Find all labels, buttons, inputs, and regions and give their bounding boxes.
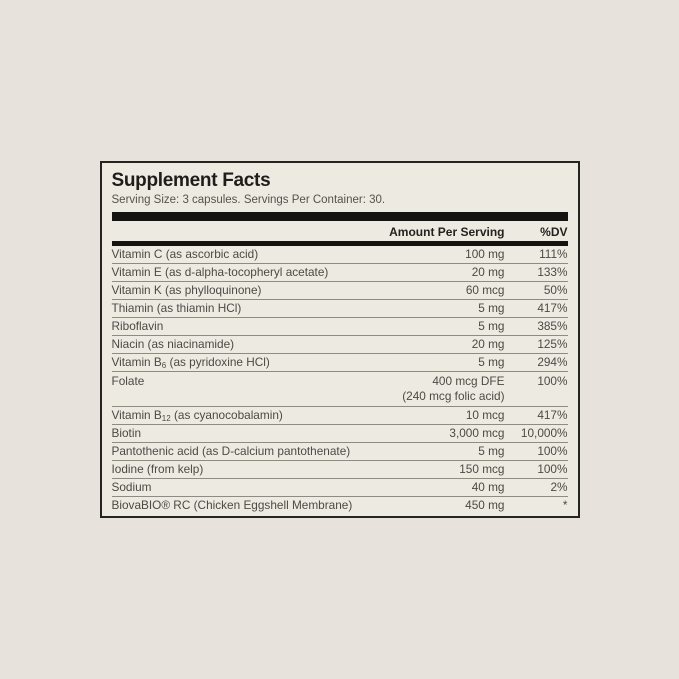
table-row [112, 246, 568, 264]
nutrient-dv: 417% [537, 301, 568, 315]
nutrient-name: Vitamin K (as phylloquinone) [111, 283, 262, 297]
serving-size-text: Serving Size: 3 capsules. Servings Per Container: 30. [111, 194, 386, 206]
dv-header: %DV [540, 224, 568, 239]
nutrient-table [112, 246, 568, 514]
nutrient-dv: 2% [550, 480, 568, 494]
nutrient-dv: 100% [537, 374, 568, 388]
nutrient-name: Vitamin $B_{12}$ (as cyanocobalamin) [111, 408, 283, 423]
nutrient-amount: 60 mcg [465, 283, 505, 297]
nutrient-name: Niacin (as niacinamide) [111, 337, 235, 351]
nutrient-amount: 450 mg [465, 498, 505, 512]
table-row [112, 282, 568, 300]
nutrient-amount: 10 mcg [465, 408, 505, 422]
nutrient-amount: 20 mg [471, 337, 505, 351]
nutrient-amount: 5 mg [478, 301, 505, 315]
nutrient-dv: 111% [539, 247, 568, 261]
nutrient-dv: 385% [537, 319, 568, 333]
nutrient-dv: 125% [537, 337, 568, 351]
nutrient-amount: 5 mg [478, 355, 505, 369]
nutrient-dv: 294% [537, 355, 568, 369]
table-row [112, 497, 568, 514]
nutrient-name: Folate [111, 374, 145, 388]
nutrient-amount: 20 mg [471, 265, 505, 279]
table-row [112, 300, 568, 318]
nutrient-amount-line2: (240 mcg folic acid) [402, 389, 505, 403]
nutrient-amount: 3,000 mcg [449, 426, 505, 440]
nutrient-dv: 50% [543, 283, 568, 297]
nutrient-dv: 133% [537, 265, 568, 279]
table-row [112, 479, 568, 497]
table-row [112, 461, 568, 479]
nutrient-amount: 100 mg [465, 247, 505, 261]
nutrient-name: Vitamin E (as d-alpha-tocopheryl acetate) [111, 265, 329, 279]
table-row [112, 336, 568, 354]
column-header-row [112, 224, 568, 239]
nutrient-dv: 417% [537, 408, 568, 422]
nutrient-dv: 10,000% [520, 426, 568, 440]
nutrient-dv: * [562, 498, 568, 512]
nutrient-name: Riboflavin [111, 319, 164, 333]
table-row [112, 264, 568, 282]
table-row [112, 443, 568, 461]
nutrient-amount: 400 mcg DFE (240 mcg folic acid) [365, 374, 505, 403]
table-row [112, 425, 568, 443]
nutrient-amount: 5 mg [478, 319, 505, 333]
table-row [112, 318, 568, 336]
nutrient-name: Pantothenic acid (as D-calcium pantothenate) [111, 444, 351, 458]
nutrient-name: Iodine (from kelp) [111, 462, 204, 476]
supplement-facts-panel [100, 161, 580, 518]
nutrient-amount: 40 mg [471, 480, 505, 494]
table-row [112, 372, 568, 407]
table-row [112, 407, 568, 425]
top-divider-bar [112, 212, 568, 221]
nutrient-name: Vitamin $B_6$ (as pyridoxine HCl) [111, 355, 270, 370]
nutrient-name: Thiamin (as thiamin HCl) [111, 301, 242, 315]
table-row [112, 354, 568, 372]
nutrient-amount: 150 mcg [459, 462, 505, 476]
nutrient-name: Biotin [111, 426, 142, 440]
nutrient-dv: 100% [537, 462, 568, 476]
nutrient-amount: 5 mg [478, 444, 505, 458]
nutrient-name: Sodium [111, 480, 152, 494]
nutrient-name: Vitamin C (as ascorbic acid) [111, 247, 259, 261]
facts-title: Supplement Facts [111, 170, 271, 191]
amount-per-serving-header: Amount Per Serving [389, 224, 505, 239]
nutrient-dv: 100% [537, 444, 568, 458]
nutrient-subscript: 6 [161, 361, 167, 370]
nutrient-name: BiovaBIO® RC (Chicken Eggshell Membrane) [111, 498, 353, 512]
nutrient-subscript: 12 [161, 414, 171, 423]
